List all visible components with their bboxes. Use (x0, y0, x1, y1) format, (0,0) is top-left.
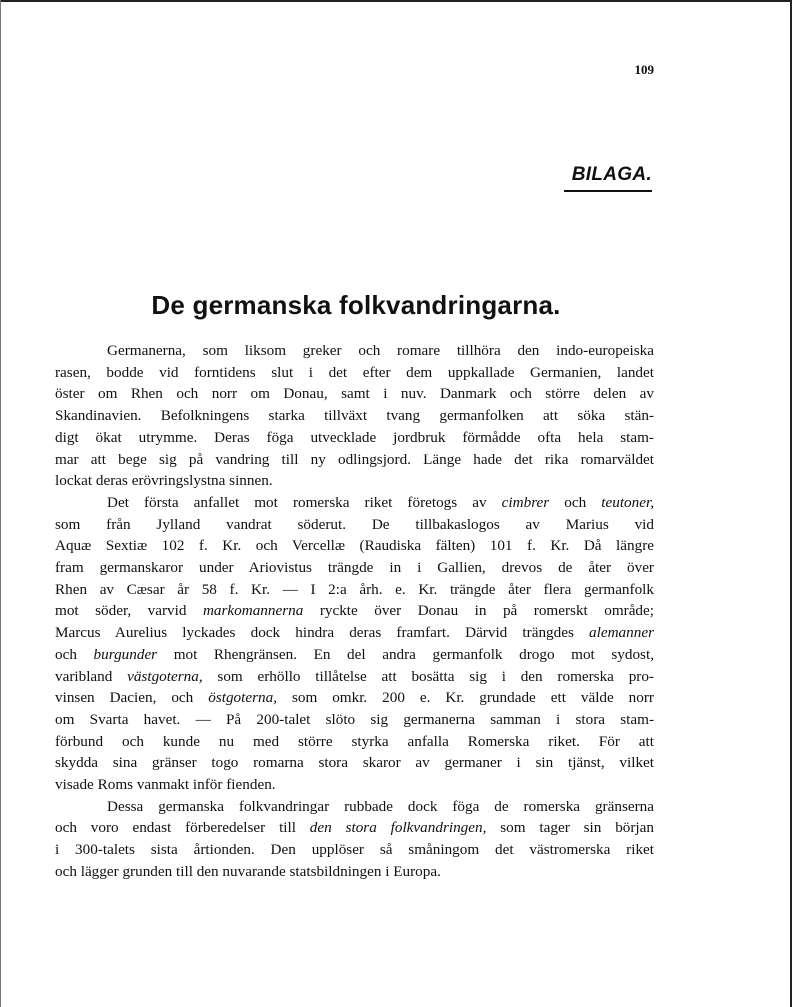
text-line: rasen, bodde vid forntidens slut i det efter dem uppkallade Germanien, landet (55, 363, 654, 381)
emphasis: alemanner (589, 624, 654, 642)
text-line: mar att bege sig på vandring till ny odlingsjord. Länge hade det rika romarväldet (55, 450, 654, 468)
text-line: Germanerna, som liksom greker och romare tillhöra den indo-europeiska (107, 342, 654, 359)
text-line: vinsen Dacien, och östgoterna, som omkr. 200 e. Kr. grundade ett välde norr (55, 689, 654, 707)
text-line: Skandinavien. Befolkningens starka tillväxt tvang germanfolken att söka stän- (55, 407, 654, 425)
body-text (55, 340, 654, 883)
page-left-edge (0, 0, 1, 1007)
paragraph-3 (55, 796, 654, 883)
text-line: fram germanskaror under Ariovistus trängde in i Gallien, drevos de åter över (55, 559, 654, 577)
emphasis: den stora folkvandringen, (309, 819, 487, 837)
text-line: i 300-talets sista årtionden. Den upplöser så småningom det västromerska riket (55, 841, 654, 859)
text-line: Dessa germanska folkvandringar rubbade dock föga de romerska gränserna (107, 797, 654, 815)
text-line: mot söder, varvid markomannerna ryckte över Donau in på romerskt område; (55, 602, 654, 620)
text-line: Rhen av Cæsar år 58 f. Kr. — I 2:a årh. e. Kr. trängde åter flera germanfolk (55, 580, 654, 598)
text-line: digt ökat utrymme. Deras föga utvecklade jordbruk förmådde ofta hela stam- (55, 428, 654, 446)
text-line: om Svarta havet. — På 200-talet slöto sig germanerna samman i stora stam- (55, 710, 654, 728)
text-line: lockat deras erövringslystna sinnen. (55, 472, 273, 490)
emphasis: markomannerna (202, 602, 304, 620)
text-line: Marcus Aurelius lyckades dock hindra deras framfart. Därvid trängdes alemanner (55, 624, 654, 642)
emphasis: cimbrer (501, 493, 550, 511)
page-number: 109 (634, 62, 654, 77)
emphasis: burgunder (93, 645, 158, 663)
section-title: BILAGA. (571, 164, 652, 185)
text-line: varibland västgoterna, som erhöllo tillåtelse att bosätta sig i den romerska pro- (55, 667, 654, 685)
text-line: Det första anfallet mot romerska riket företogs av cimbrer och teutoner, (107, 493, 655, 511)
text-line: och lägger grunden till den nuvarande statsbildningen i Europa. (55, 862, 441, 880)
text-line: och voro endast förberedelser till den stora folkvandringen, som tager sin början (55, 819, 654, 837)
text-line: förbund och kunde nu med större styrka anfalla Romerska riket. För att (55, 732, 654, 750)
text-line: Aquæ Sextiæ 102 f. Kr. och Vercellæ (Raudiska fälten) 101 f. Kr. Då längre (55, 537, 654, 555)
paragraph-2 (55, 492, 654, 796)
text-line: som från Jylland vandrat söderut. De tillbakaslogos av Marius vid (55, 515, 654, 533)
emphasis: teutoner, (601, 493, 655, 511)
text-line: skydda sina gränser togo romarna stora skaror av germaner i sin tjänst, vilket (55, 754, 654, 772)
text-line: öster om Rhen och norr om Donau, samt i nuv. Danmark och större delen av (55, 385, 654, 403)
emphasis: västgoterna, (127, 667, 203, 685)
page-title: De germanska folkvandringarna. (151, 290, 561, 320)
text-line: och burgunder mot Rhengränsen. En del andra germanfolk drogo mot sydost, (55, 645, 654, 663)
section-title-underline (564, 190, 652, 192)
paragraph-1 (55, 340, 654, 492)
page-top-edge (0, 0, 792, 2)
text-line: visade Roms vanmakt inför fienden. (55, 776, 276, 794)
emphasis: östgoterna, (208, 689, 277, 707)
